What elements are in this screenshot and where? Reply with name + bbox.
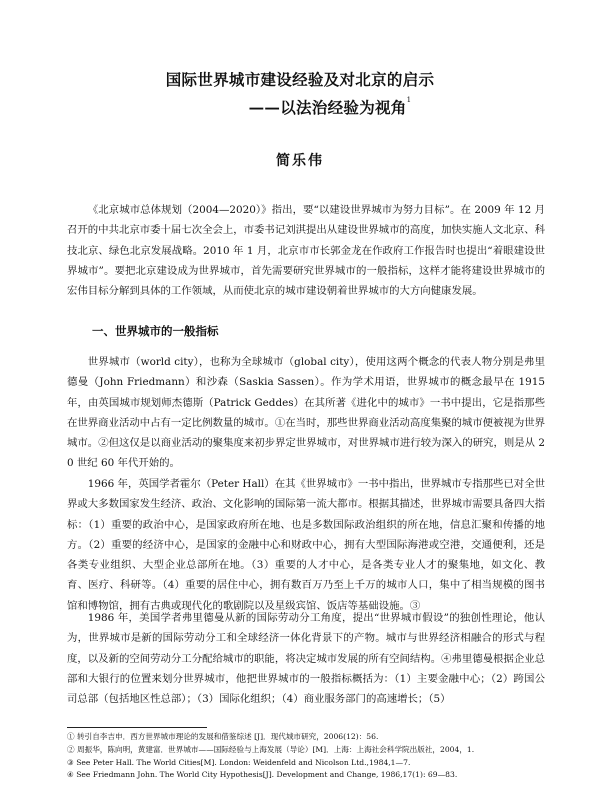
paper-subtitle (30, 96, 600, 118)
footnote-1: ① 转引自李吉申．西方世界城市理论的发展和借鉴综述 [J]．现代城市研究，2006(12)：56. (67, 732, 379, 741)
footnote-2: ② 周振华，陈向明，黄建富．世界城市——国际经验与上海发展（导论）[M]．上海：上海社会科学院出版社，2004，1. (67, 744, 475, 754)
footnote-divider (67, 727, 207, 728)
footnotes (67, 731, 545, 782)
body-paragraph-2: 1966 年，英国学者霍尔（Peter Hall）在其《世界城市》一书中指出，世界城市专指那些已对全世界或大多数国家发生经济、政治、文化影响的国际第一流大都市。根据其描述，世界城市需要具备四大指标：（1）重要的政治中心，是国家政府所在地、也是多数国际政治组织的所在地，信息汇聚和传播的地方。（2）重要的经济中心，是国家的金融中心和财政中心，拥有大型国际海港或空港，交通便利，还是各类专业组织、大型企业总部所在地。（3）重要的人才中心，是各类专业人才的聚集地，如文化、教育、医疗、科研等。（4）重要的居住中心，拥有数百万乃至上千万的城市人口，集中了相当规模的图书馆和博物馆，拥有古典或现代化的歌剧院以及星级宾馆、饭店等基础设施。③ (67, 478, 545, 612)
body-paragraph-3: 1986 年，美国学者弗里德曼从新的国际劳动分工角度，提出“世界城市假设”的独创性理论，他认为，世界城市是新的国际劳动分工和全球经济一体化背景下的产物。城市与世界经济相融合的形式与程度，以及新的空间劳动分工分配给城市的职能，将决定城市发展的所有空间结构。④弗里德曼根据企业总部和大银行的位置来划分世界城市，他把世界城市的一般指标概括为：（1）主要金融中心；（2）跨国公司总部（包括地区性总部）；（3）国际化组织；（4）商业服务部门的高速增长；（5） (67, 612, 545, 706)
body-paragraph-1: 世界城市（world city），也称为全球城市（global city），使用这两个概念的代表人物分别是弗里德曼（John Friedmann）和沙森（Saskia Sassen）。作为学术用语，世界城市的概念最早在 1915 年，由英国城市规划师杰德斯（Patrick Geddes）在其所著《进化中的城市》一书中提出，它是指那些在世界商业活动中占有一定比例数量的城市。①在当时，那些世界商业活动高度集聚的城市便被视为世界城市。②但这仅是以商业活动的聚集度来初步界定世界城市，对世界城市进行较为深入的研究，则是从 20 世纪 60 年代开始的。 (67, 356, 545, 470)
section-heading: 一、世界城市的一般指标 (92, 324, 219, 338)
subtitle-footnote-mark: 1 (406, 96, 412, 104)
footnote-3: ③ See Peter Hall. The World Cities[M]. London: Weidenfeld and Nicolson Ltd.,1984,1—7. (67, 757, 411, 767)
intro-paragraph: 《北京城市总体规划（2004—2020）》指出，要“以建设世界城市为努力目标”。在 2009 年 12 月召开的中共北京市委十届七次全会上，市委书记刘淇提出从建设世界城市的高度，加快实施人文北京、科技北京、绿色北京发展战略。2010 年 1 月，北京市市长郭金龙在作政府工作报告时也提出“着眼建设世界城市”。要把北京建设成为世界城市，首先需要研究世界城市的一般指标，这样才能将建设世界城市的宏伟目标分解到具体的工作领域，从而使北京的城市建设朝着世界城市的大方向健康发展。 (67, 204, 545, 298)
paper-title: 国际世界城市建设经验及对北京的启示 (165, 70, 435, 89)
paper-subtitle-text: ——以法治经验为视角 (248, 98, 407, 117)
footnote-4: ④ See Friedmann John. The World City Hypothesis[J]. Development and Change, 1986,17(1): 69—83. (67, 770, 458, 780)
author-name: 简乐伟 (276, 153, 324, 169)
